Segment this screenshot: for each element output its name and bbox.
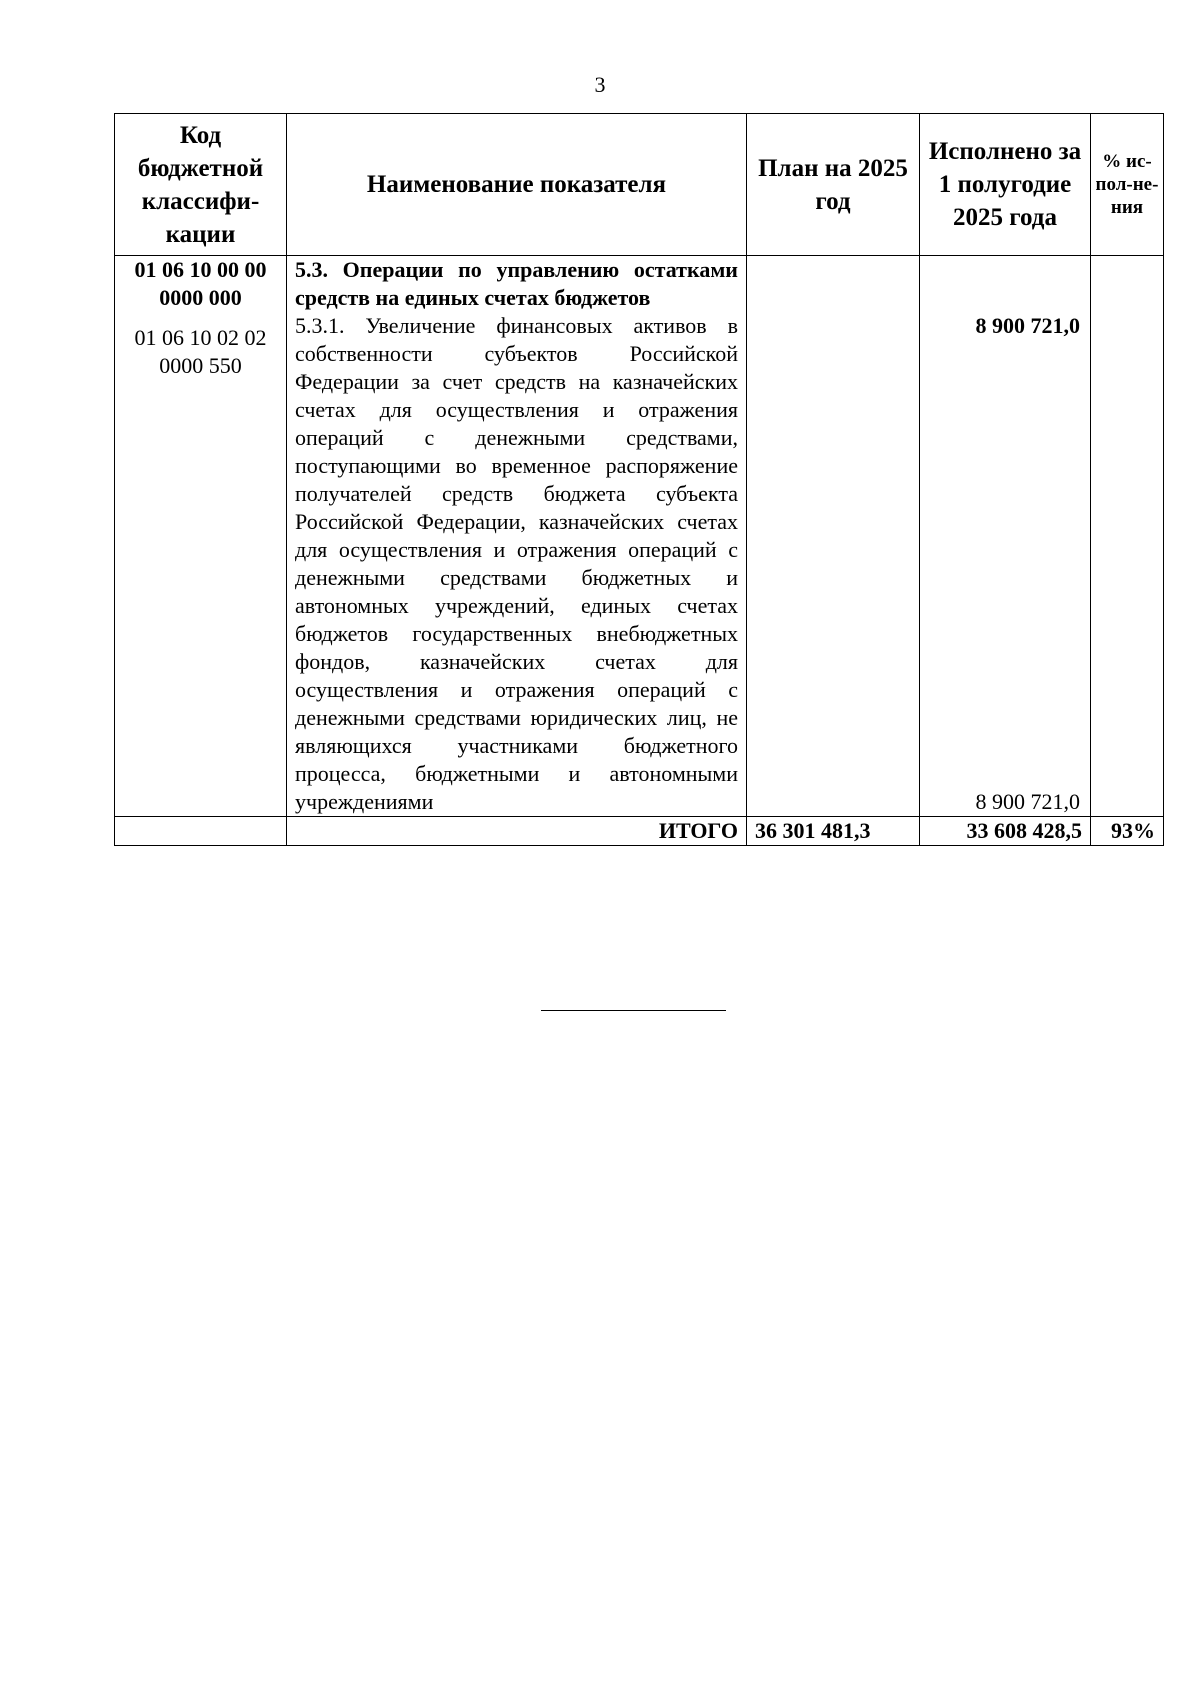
row-executed-5-3-1: 8 900 721,0 [975,789,1080,814]
row-percent [1091,256,1164,817]
row-executed-5-3: 8 900 721,0 [975,313,1080,338]
table-header-row [115,114,1164,256]
end-divider-line [541,1010,726,1011]
page-number: 3 [594,72,606,97]
header-name: Наименование показателя [287,114,747,256]
budget-execution-table [114,113,1164,846]
total-percent: 93% [1091,817,1164,846]
table-row [115,256,1164,817]
header-plan: План на 2025 год [747,114,920,256]
row-code-5-3: 01 06 10 00 00 0000 000 [134,257,267,310]
row-name-5-3: 5.3. Операции по управлению остатками средств на единых счетах бюджетов [295,257,738,310]
total-row [115,817,1164,846]
total-executed: 33 608 428,5 [920,817,1091,846]
total-label: ИТОГО [287,817,747,846]
row-plan [747,256,920,817]
header-executed: Исполнено за 1 полугодие 2025 года [920,114,1091,256]
total-plan: 36 301 481,3 [747,817,920,846]
row-code-5-3-1: 01 06 10 02 02 0000 550 [134,325,267,378]
header-percent: % ис-пол-не-ния [1091,114,1164,256]
row-name-5-3-1: 5.3.1. Увеличение финансовых активов в собственности субъектов Российской Федерации за счет средств на казначейских счетах для осуществления и отражения операций с денежными средствами, поступающими во временное распоряжение получателей средств бюджета субъекта Российской Федерации, казначейских счетах для осуществления и отражения операций с денежными средствами бюджетных и автономных учреждений, единых счетах бюджетов государственных внебюджетных фондов, казначейских счетах для осуществления и отражения операций с денежными средствами юридических лиц, не являющихся участниками бюджетного процесса, бюджетными и автономными учреждениями [295,313,738,814]
header-code: Код бюджетной классифи-кации [115,114,287,256]
